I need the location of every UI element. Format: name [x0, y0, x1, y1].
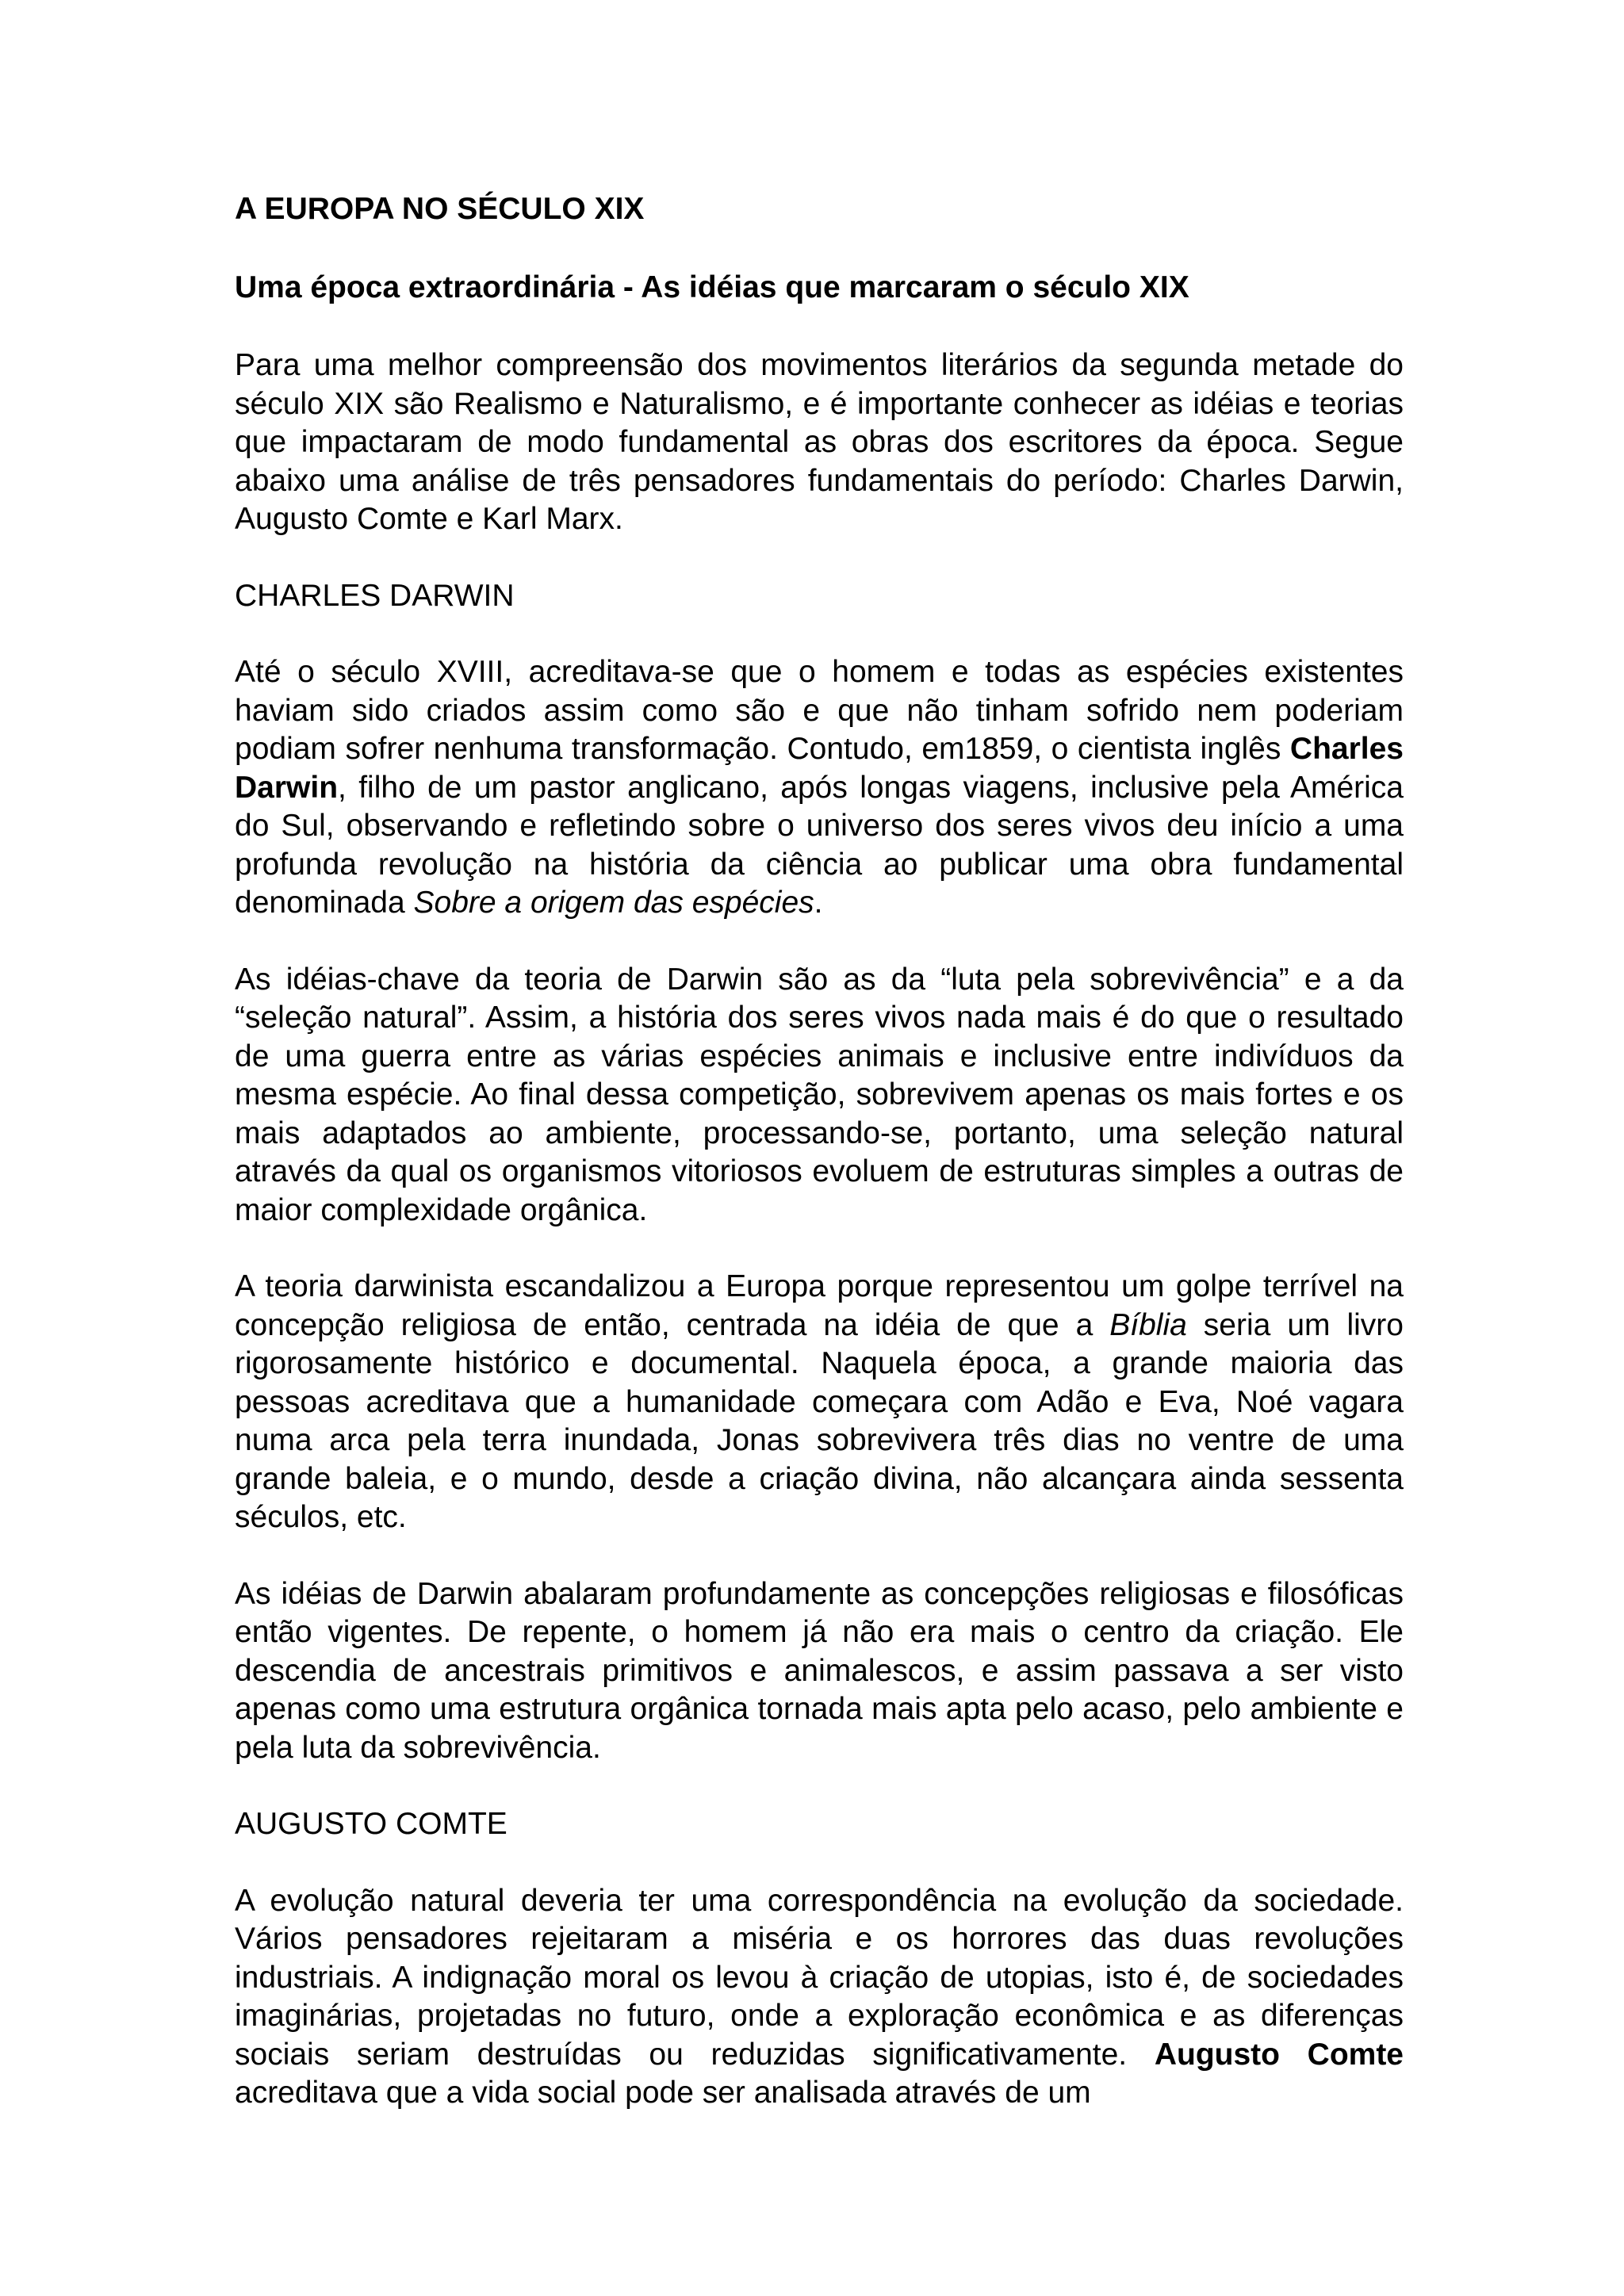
book-title-italic: Sobre a origem das espécies [413, 886, 814, 920]
comte-paragraph-1 [235, 1882, 1404, 2113]
intro-paragraph: Para uma melhor compreensão dos movimentos literários da segunda metade do século XIX são Realismo e Naturalismo, e é importante conhecer as idéias e teorias que impactaram de modo fundamental as obras dos escritores da época. Segue abaixo uma análise de três pensadores fundamentais do período: Charles Darwin, Augusto Comte e Karl Marx. [235, 348, 1404, 536]
darwin-paragraph-2: As idéias-chave da teoria de Darwin são as da “luta pela sobrevivência” e a da “seleção natural”. Assim, a história dos seres vivos nada mais é do que o resultado de uma guerra entre as várias espécies animais e inclusive entre indivíduos da mesma espécie. Ao final dessa competição, sobrevivem apenas os mais fortes e os mais adaptados ao ambiente, processando-se, portanto, uma seleção natural através da qual os organismos vitoriosos evoluem de estruturas simples a outras de maior complexidade orgânica. [235, 962, 1404, 1227]
darwin-paragraph-1 [235, 653, 1404, 923]
darwin-paragraph-3 [235, 1268, 1404, 1537]
document-page [235, 190, 1404, 2151]
comte-p1-text-a: A evolução natural deveria ter uma correspondência na evolução da sociedade. Vários pensadores rejeitaram a miséria e os horrores das duas revoluções industriais. A indignação moral os levou à criação de utopias, isto é, de sociedades imaginárias, projetadas no futuro, onde a exploração econômica e as diferenças sociais seriam destruídas ou reduzidas significativamente. [235, 1883, 1404, 2072]
darwin-p3-text-a: A teoria darwinista escandalizou a Europa porque representou um golpe terrível na concepção religiosa de então, centrada na idéia de que a [235, 1269, 1404, 1342]
comte-p1-text-b: acreditava que a vida social pode ser analisada através de um [235, 2076, 1091, 2110]
darwin-p1-text-b: , filho de um pastor anglicano, após longas viagens, inclusive pela América do Sul, observando e refletindo sobre o universo dos seres vivos deu início a uma profunda revolução na história da ciência ao publicar uma obra fundamental denominada [235, 770, 1404, 920]
document-subtitle: Uma época extraordinária - As idéias que marcaram o século XIX [235, 270, 1189, 304]
section-heading-comte: AUGUSTO COMTE [235, 1807, 508, 1841]
document-title: A EUROPA NO SÉCULO XIX [235, 192, 645, 226]
section-heading-darwin: CHARLES DARWIN [235, 578, 515, 613]
darwin-p3-text-b: seria um livro rigorosamente histórico e documental. Naquela época, a grande maioria das pessoas acreditava que a humanidade começara com Adão e Eva, Noé vagara numa arca pela terra inundada, Jonas sobrevivera três dias no ventre de uma grande baleia, e o mundo, desde a criação divina, não alcançara ainda sessenta séculos, etc. [235, 1307, 1404, 1534]
darwin-paragraph-4: As idéias de Darwin abalaram profundamente as concepções religiosas e filosóficas então vigentes. De repente, o homem já não era mais o centro da criação. Ele descendia de ancestrais primitivos e animalescos, e assim passava a ser visto apenas como uma estrutura orgânica tornada mais apta pelo acaso, pelo ambiente e pela luta da sobrevivência. [235, 1576, 1404, 1765]
darwin-p1-text-a: Até o século XVIII, acreditava-se que o homem e todas as espécies existentes haviam sido criados assim como são e que não tinham sofrido nem poderiam podiam sofrer nenhuma transformação. Contudo, em1859, o cientista inglês [235, 655, 1404, 766]
darwin-name-bold: Charles Darwin [235, 732, 1404, 805]
darwin-p1-text-end: . [814, 886, 823, 920]
comte-name-bold: Augusto Comte [1154, 2037, 1404, 2072]
bible-italic: Bíblia [1109, 1307, 1187, 1342]
